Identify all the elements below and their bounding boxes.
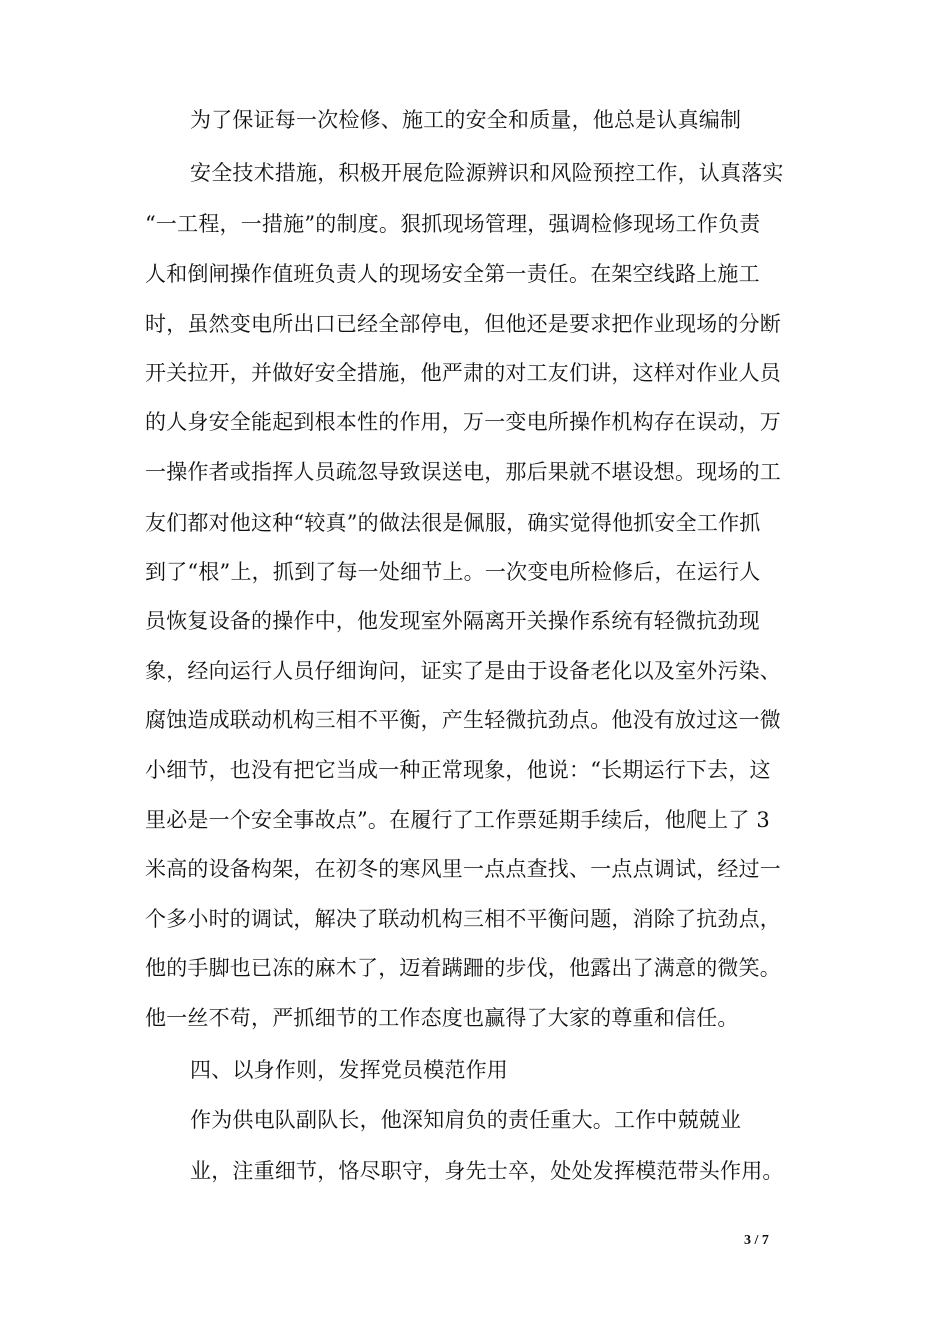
text-line: “一工程，一措施”的制度。狠抓现场管理，强调检修现场工作负责 [145,212,761,236]
text-line: 作为供电队副队长，他深知肩负的责任重大。工作中兢兢业 [190,1108,742,1132]
text-line: 象，经向运行人员仔细询问，证实了是由于设备老化以及室外污染、 [145,659,781,683]
text-line: 到了“根”上，抓到了每一处细节上。一次变电所检修后，在运行人 [145,560,761,584]
text-line: 友们都对他这种“较真”的做法很是佩服，确实觉得他抓安全工作抓 [145,511,761,535]
text-line: 人和倒闸操作值班负责人的现场安全第一责任。在架空线路上施工 [145,262,760,286]
page-number: 3 / 7 [744,1233,769,1248]
text-line: 的人身安全能起到根本性的作用，万一变电所操作机构存在误动，万 [145,410,781,434]
section-heading: 四、以身作则，发挥党员模范作用 [190,1058,508,1082]
text-line: 他一丝不苟，严抓细节的工作态度也赢得了大家的尊重和信任。 [145,1006,739,1030]
text-line: 时，虽然变电所出口已经全部停电，但他还是要求把作业现场的分断 [145,312,781,336]
text-line: 业，注重细节，恪尽职守，身先士卒，处处发挥模范带头作用。 [190,1159,784,1183]
text-line: 为了保证每一次检修、施工的安全和质量，他总是认真编制 [190,108,742,132]
text-line: 他的手脚也已冻的麻木了，迈着蹒跚的步伐，他露出了满意的微笑。 [145,956,781,980]
text-line: 安全技术措施，积极开展危险源辨识和风险预控工作，认真落实 [190,161,784,185]
text-line: 腐蚀造成联动机构三相不平衡，产生轻微抗劲点。他没有放过这一微 [145,708,781,732]
text-line: 里必是一个安全事故点”。在履行了工作票延期手续后，他爬上了 3 [145,808,770,832]
text-line: 开关拉开，并做好安全措施，他严肃的对工友们讲，这样对作业人员 [145,361,781,385]
text-line: 员恢复设备的操作中，他发现室外隔离开关操作系统有轻微抗劲现 [145,609,760,633]
text-line: 米高的设备构架，在初冬的寒风里一点点查找、一点点调试，经过一 [145,857,781,881]
text-line: 个多小时的调试，解决了联动机构三相不平衡问题，消除了抗劲点， [145,907,781,931]
text-line: 一操作者或指挥人员疏忽导致误送电，那后果就不堪设想。现场的工 [145,460,781,484]
text-line: 小细节，也没有把它当成一种正常现象，他说：“长期运行下去，这 [145,758,771,782]
